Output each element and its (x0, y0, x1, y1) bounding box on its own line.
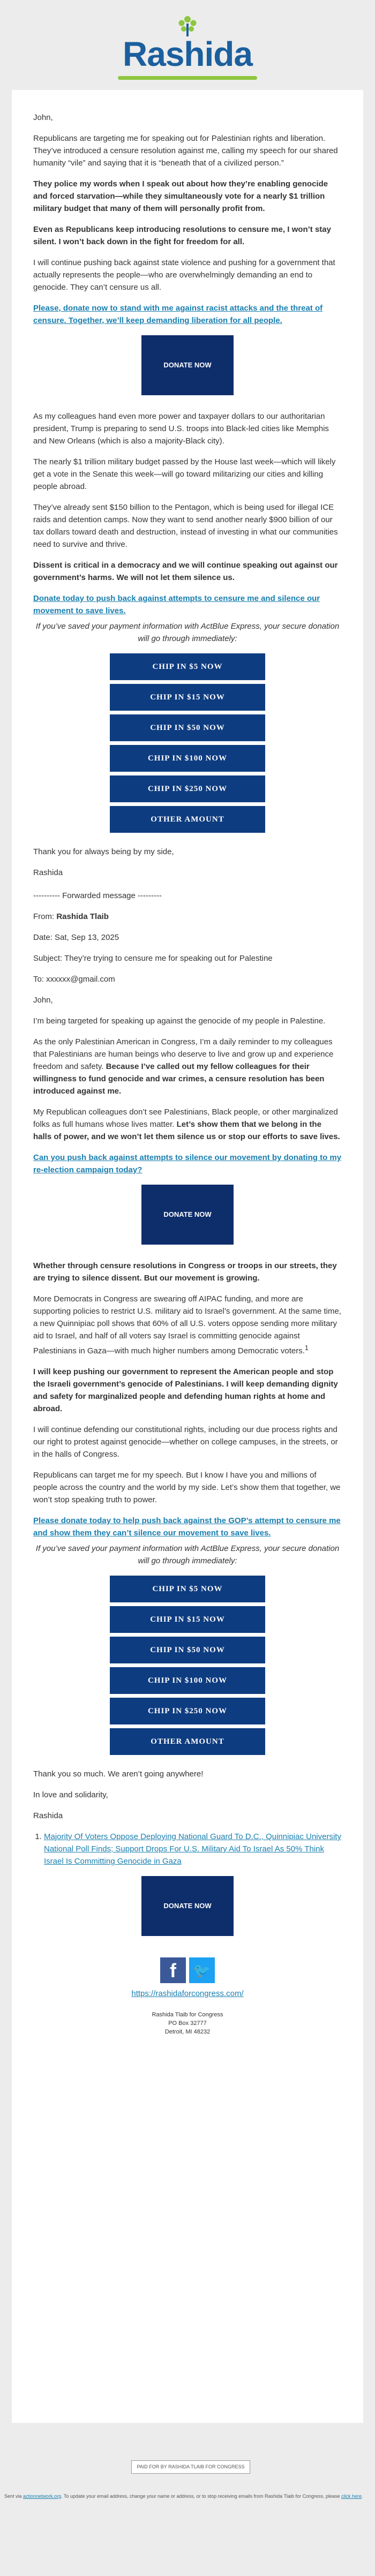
donate-link[interactable]: Please donate today to help push back against the GOP’s attempt to censure me and show them they can’t silence our movement to save lives. (33, 1516, 341, 1538)
address-line: Rashida Tlaib for Congress (152, 2012, 223, 2018)
chip-in-buttons (33, 1576, 342, 1755)
paragraph-bold: Even as Republicans keep introducing resolutions to censure me, I won’t stay silent. I won’t back down in the fight for freedom for all. (33, 225, 331, 246)
email-content (33, 111, 342, 2036)
paragraph-bold: They police my words when I speak out about how they’re enabling genocide and forced starvation—while they simultaneously vote for a nearly $1 trillion military budget that many of them will personally profit from. (33, 179, 328, 213)
logo-underline (118, 76, 257, 80)
signature: Rashida (33, 868, 63, 877)
chip-in-5-button[interactable]: CHIP IN $5 NOW (110, 653, 265, 680)
chip-in-buttons (33, 653, 342, 833)
chip-in-50-button[interactable]: CHIP IN $50 NOW (110, 714, 265, 741)
donate-now-button[interactable]: DONATE NOW (141, 1876, 234, 1936)
logo[interactable] (112, 11, 262, 73)
donate-now-button[interactable]: DONATE NOW (141, 335, 234, 395)
closing-line: In love and solidarity, (33, 1790, 108, 1799)
chip-in-250-button[interactable]: CHIP IN $250 NOW (110, 775, 265, 802)
social-links (33, 1957, 342, 1983)
footnote-link[interactable]: Majority Of Voters Oppose Deploying National Guard To D.C., Quinnipiac University National Poll Finds; Support Drops For U.S. Military Aid To Israel As 50% Think Israel Is Committing Genocide in Gaza (44, 1832, 341, 1866)
paragraph-bold-text: Let’s show them that we belong in the halls of power, and we won’t let them silence us or stop our efforts to save lives. (33, 1120, 340, 1141)
email-body-card (12, 90, 363, 2423)
actionnetwork-link[interactable]: actionnetwork.org (23, 2494, 62, 2499)
chip-in-100-button[interactable]: CHIP IN $100 NOW (110, 1667, 265, 1694)
signature: Rashida (33, 1811, 63, 1820)
paragraph (33, 1293, 342, 1357)
other-amount-button[interactable]: OTHER AMOUNT (110, 806, 265, 833)
paragraph: The nearly $1 trillion military budget passed by the House last week—which will likely get a vote in the Senate this week—will go toward militarizing our cities and killing people abroad. (33, 457, 336, 491)
date-line: Date: Sat, Sep 13, 2025 (33, 933, 119, 942)
chip-in-100-button[interactable]: CHIP IN $100 NOW (110, 745, 265, 772)
greeting: John, (33, 113, 53, 122)
footnotes (33, 1831, 342, 1867)
unsubscribe-link[interactable]: click here (341, 2494, 362, 2499)
paid-for-disclaimer: PAID FOR BY RASHIDA TLAIB FOR CONGRESS (131, 2460, 250, 2474)
paragraph-text: More Democrats in Congress are swearing off AIPAC funding, and more are supporting policies to restrict U.S. military aid to Israel’s government. At the same time, a new Quinnipiac poll shows that 60% of all U.S. voters oppose sending more military aid to Israel, and half of all voters say Israel is committing genocide against Palestinians in Gaza—with much higher numbers among Democratic voters. (33, 1294, 341, 1355)
paragraph: I will continue defending our constitutional rights, including our due process rights and our right to protest against genocide—whether on college campuses, in the streets, or in the halls of Congress. (33, 1425, 338, 1459)
paragraph: As my colleagues hand even more power and taxpayer dollars to our authoritarian president, Trump is preparing to send U.S. troops into Black-led cities like Memphis and New Orleans (which is also a majority-Black city). (33, 412, 329, 446)
footer-text: . To update your email address, change your name or address, or to stop receiving emails from Rashida Tlaib for Congress, please (61, 2494, 342, 2499)
footnote-ref: 1 (304, 1344, 309, 1352)
to-line: To: xxxxxx@gmail.com (33, 975, 115, 984)
actblue-note: If you’ve saved your payment information with ActBlue Express, your secure donation will go through immediately: (35, 1544, 340, 1565)
paragraph-bold-text: Because I’ve called out my fellow colleagues for their willingness to fund genocide and war crimes, a censure resolution has been introduced against me. (33, 1062, 325, 1096)
footer-text: . (362, 2494, 363, 2499)
donate-link[interactable]: Donate today to push back against attempts to censure me and silence our movement to save lives. (33, 594, 320, 615)
facebook-icon[interactable]: f (160, 1957, 186, 1983)
chip-in-250-button[interactable]: CHIP IN $250 NOW (110, 1698, 265, 1724)
forward-separator: ---------- Forwarded message --------- (33, 891, 162, 900)
thanks-line: Thank you so much. We aren’t going anywhere! (33, 1769, 204, 1779)
paragraph: Republicans are targeting me for speaking out for Palestinian rights and liberation. They’ve introduced a censure resolution against me, calling my speech for our shared humanity “vile” and saying that it is “beneath that of a civilized person.” (33, 134, 338, 168)
paragraph-bold: Whether through censure resolutions in Congress or troops in our streets, they are trying to silence dissent. But our movement is growing. (33, 1261, 337, 1283)
subject-line: Subject: They’re trying to censure me for speaking out for Palestine (33, 954, 273, 963)
website-link[interactable]: https://rashidaforcongress.com/ (131, 1989, 244, 1998)
paragraph: I will continue pushing back against state violence and pushing for a government that actually represents the people—who are overwhelmingly demanding an end to genocide. They can’t censure us all. (33, 258, 335, 292)
chip-in-50-button[interactable]: CHIP IN $50 NOW (110, 1637, 265, 1663)
email-footer (4, 2493, 371, 2499)
mailing-address (33, 2010, 342, 2036)
footer-text: Sent via (4, 2494, 24, 2499)
forwarded-header (33, 890, 342, 985)
chip-in-5-button[interactable]: CHIP IN $5 NOW (110, 1576, 265, 1602)
address-line: PO Box 32777 (168, 2020, 207, 2027)
paragraph: I’m being targeted for speaking up against the genocide of my people in Palestine. (33, 1016, 326, 1026)
paragraph: Republicans can target me for my speech. But I know I have you and millions of people across the country and the world by my side. Let’s show them that together, we won’t stop speaking truth to power. (33, 1471, 341, 1504)
paragraph-text: As the only Palestinian American in Congress, I’m a daily reminder to my colleagues that Palestinians are human beings who deserve to live and grow up and experience freedom and safety. (33, 1037, 334, 1071)
donate-link[interactable]: Please, donate now to stand with me against racist attacks and the threat of censure. Together, we’ll keep demanding liberation for all people. (33, 304, 323, 325)
thanks-line: Thank you for always being by my side, (33, 847, 174, 856)
from-label: From: (33, 912, 55, 921)
donate-link[interactable]: Can you push back against attempts to silence our movement by donating to my re-election campaign today? (33, 1153, 342, 1174)
paragraph-mixed (33, 1036, 342, 1097)
donate-now-button[interactable]: DONATE NOW (141, 1185, 234, 1245)
header-logo-bar (0, 0, 375, 80)
logo-wordmark: Rashida (123, 35, 252, 73)
other-amount-button[interactable]: OTHER AMOUNT (110, 1728, 265, 1755)
paragraph-bold: Dissent is critical in a democracy and we will continue speaking out against our government’s harms. We will not let them silence us. (33, 561, 338, 582)
chip-in-15-button[interactable]: CHIP IN $15 NOW (110, 684, 265, 711)
twitter-icon[interactable]: 🐦 (189, 1957, 215, 1983)
paragraph-text: My Republican colleagues don’t see Palestinians, Black people, or other marginalized folks as full humans whose lives matter. (33, 1108, 338, 1129)
paragraph-mixed (33, 1106, 342, 1143)
from-name: Rashida Tlaib (56, 912, 109, 921)
paragraph: They’ve already sent $150 billion to the Pentagon, which is being used for illegal ICE raids and detention camps. Now they want to send another nearly $900 billion of our tax dollars toward death and destruction, instead of investing in what our communities need to survive and thrive. (33, 503, 338, 549)
greeting: John, (33, 996, 53, 1005)
actblue-note: If you’ve saved your payment information with ActBlue Express, your secure donation will go through immediately: (35, 622, 340, 643)
address-line: Detroit, MI 48232 (164, 2029, 211, 2035)
chip-in-15-button[interactable]: CHIP IN $15 NOW (110, 1606, 265, 1633)
paragraph-bold: I will keep pushing our government to represent the American people and stop the Israeli government’s genocide of Palestinians. I will keep demanding dignity and safety for marginalized people and defending human rights at home and abroad. (33, 1367, 338, 1413)
